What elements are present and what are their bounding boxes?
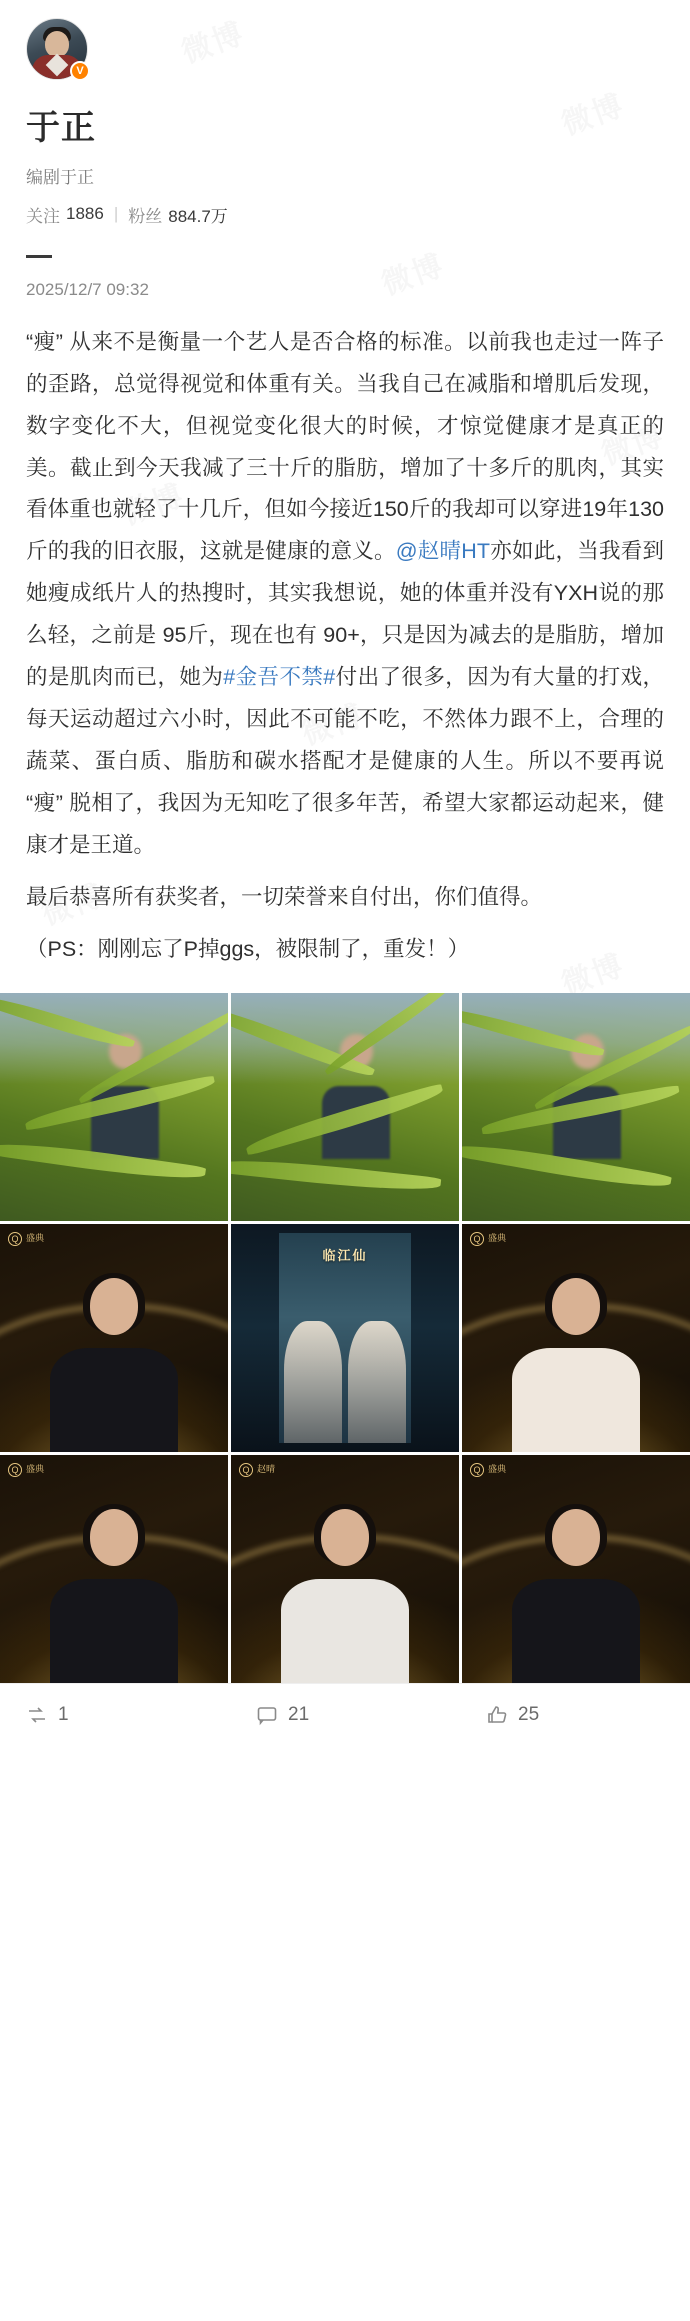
event-badge [470,1463,506,1477]
event-logo-icon: Q [8,1232,22,1246]
section-divider [26,255,52,258]
post-text: 付出了很多，因为有大量的打戏，每天运动超过六小时，因此不可能不吃，不然体力跟不上，合理的蔬菜、蛋白质、脂肪和碳水搭配才是健康的人生。所以不要再说 “瘦” 脱相了，我因为无知吃了很多年苦，希望大家都运动起来，健康才是王道。 [26,665,664,857]
like-count: 25 [518,1703,540,1725]
post-timestamp: 2025/12/7 09:32 [26,279,149,299]
post-actions [0,1683,690,1744]
subject-head [552,1278,601,1334]
repost-count: 1 [58,1703,69,1725]
event-logo-icon: Q [239,1463,253,1477]
event-logo-icon: Q [8,1463,22,1477]
post-content [26,322,664,971]
like-button[interactable] [460,1704,690,1726]
poster-figure [284,1321,342,1443]
event-badge-label: 盛典 [488,1232,507,1243]
photo-cornfield-2[interactable] [231,993,459,1221]
like-icon [486,1704,508,1726]
subject-head [90,1509,139,1565]
repost-icon [26,1704,48,1726]
photo-subject [50,1509,178,1682]
comment-count: 21 [288,1703,310,1725]
followers-count[interactable]: 884.7万 [168,206,228,226]
post-paragraph [26,322,664,867]
event-badge-label: 赵晴 [257,1463,276,1474]
photo-subject [512,1509,640,1682]
event-badge [8,1463,44,1477]
subject-head [552,1509,601,1565]
subject-body [50,1579,178,1683]
post-paragraph [26,929,664,971]
event-badge [8,1232,44,1246]
photo-award-actor-2[interactable] [462,1455,690,1683]
followers-label: 粉丝 [128,206,163,226]
comment-icon [256,1704,278,1726]
photo-drama-poster[interactable] [231,1224,459,1452]
subject-body [50,1348,178,1452]
photo-subject [512,1278,640,1451]
post-text: 最后恭喜所有获奖者，一切荣誉来自付出，你们值得。 [26,884,543,909]
photo-cornfield-1[interactable] [0,993,228,1221]
post-image-grid [0,993,690,1683]
photo-subject [50,1278,178,1451]
event-logo-icon: Q [470,1232,484,1246]
leaf [462,1001,604,1062]
avatar[interactable] [26,18,88,80]
photo-cornfield-3[interactable] [462,993,690,1221]
photo-award-actress-2[interactable] [462,1224,690,1452]
poster-figure [348,1321,406,1443]
mention-link[interactable]: @赵晴HT [395,539,490,564]
repost-button[interactable] [0,1704,230,1726]
post-text: （PS：刚刚忘了P掉ggs，被限制了，重发！） [26,936,470,961]
leaf [231,1154,441,1196]
following-count[interactable]: 1886 [66,204,104,224]
profile-subtitle: 编剧于正 [26,167,94,187]
subject-body [512,1579,640,1683]
event-badge [470,1232,506,1246]
display-name: 于正 [26,109,96,147]
photo-award-actress-3[interactable] [231,1455,459,1683]
subject-body [512,1348,640,1452]
poster-title: 临江仙 [322,1248,368,1264]
profile-info [0,80,690,227]
subject-body [281,1579,409,1683]
event-badge [239,1463,275,1477]
subject-head [90,1278,139,1334]
subject-head [321,1509,370,1565]
post-paragraph [26,877,664,919]
post-header [0,0,690,80]
following-label: 关注 [26,206,60,226]
topic-link[interactable]: #金吾不禁# [223,665,336,690]
photo-subject [281,1509,409,1682]
event-badge-label: 盛典 [488,1463,507,1474]
verified-badge-icon: V [70,61,90,81]
comment-button[interactable] [230,1704,460,1726]
photo-award-actress-1[interactable] [0,1224,228,1452]
event-badge-label: 盛典 [26,1232,45,1243]
event-badge-label: 盛典 [26,1463,45,1474]
post-text: 亦如此，当我看到她瘦成纸片人的热搜时，其实我想说，她的体重并没有YXH说的那么轻，之前是 95斤，现在也有 90+，只是因为减去的是脂肪，增加的是肌肉而已，她为 [26,539,664,690]
leaf [0,993,135,1054]
stats-divider: | [113,204,119,224]
photo-award-actor-1[interactable] [0,1455,228,1683]
profile-stats [26,202,664,227]
post-text: “瘦” 从来不是衡量一个艺人是否合格的标准。以前我也走过一阵子的歪路，总觉得视觉和体重有关。当我自己在减脂和增肌后发现，数字变化不大，但视觉变化很大的时候，才惊觉健康才是真正的美。截止到今天我减了三十斤的脂肪，增加了十多斤的肌肉，其实看体重也就轻了十几斤，但如今接近150斤的我却可以穿进19年130斤的我的旧衣服，这就是健康的意义。 [26,329,664,564]
event-logo-icon: Q [470,1463,484,1477]
poster-art [279,1233,411,1443]
